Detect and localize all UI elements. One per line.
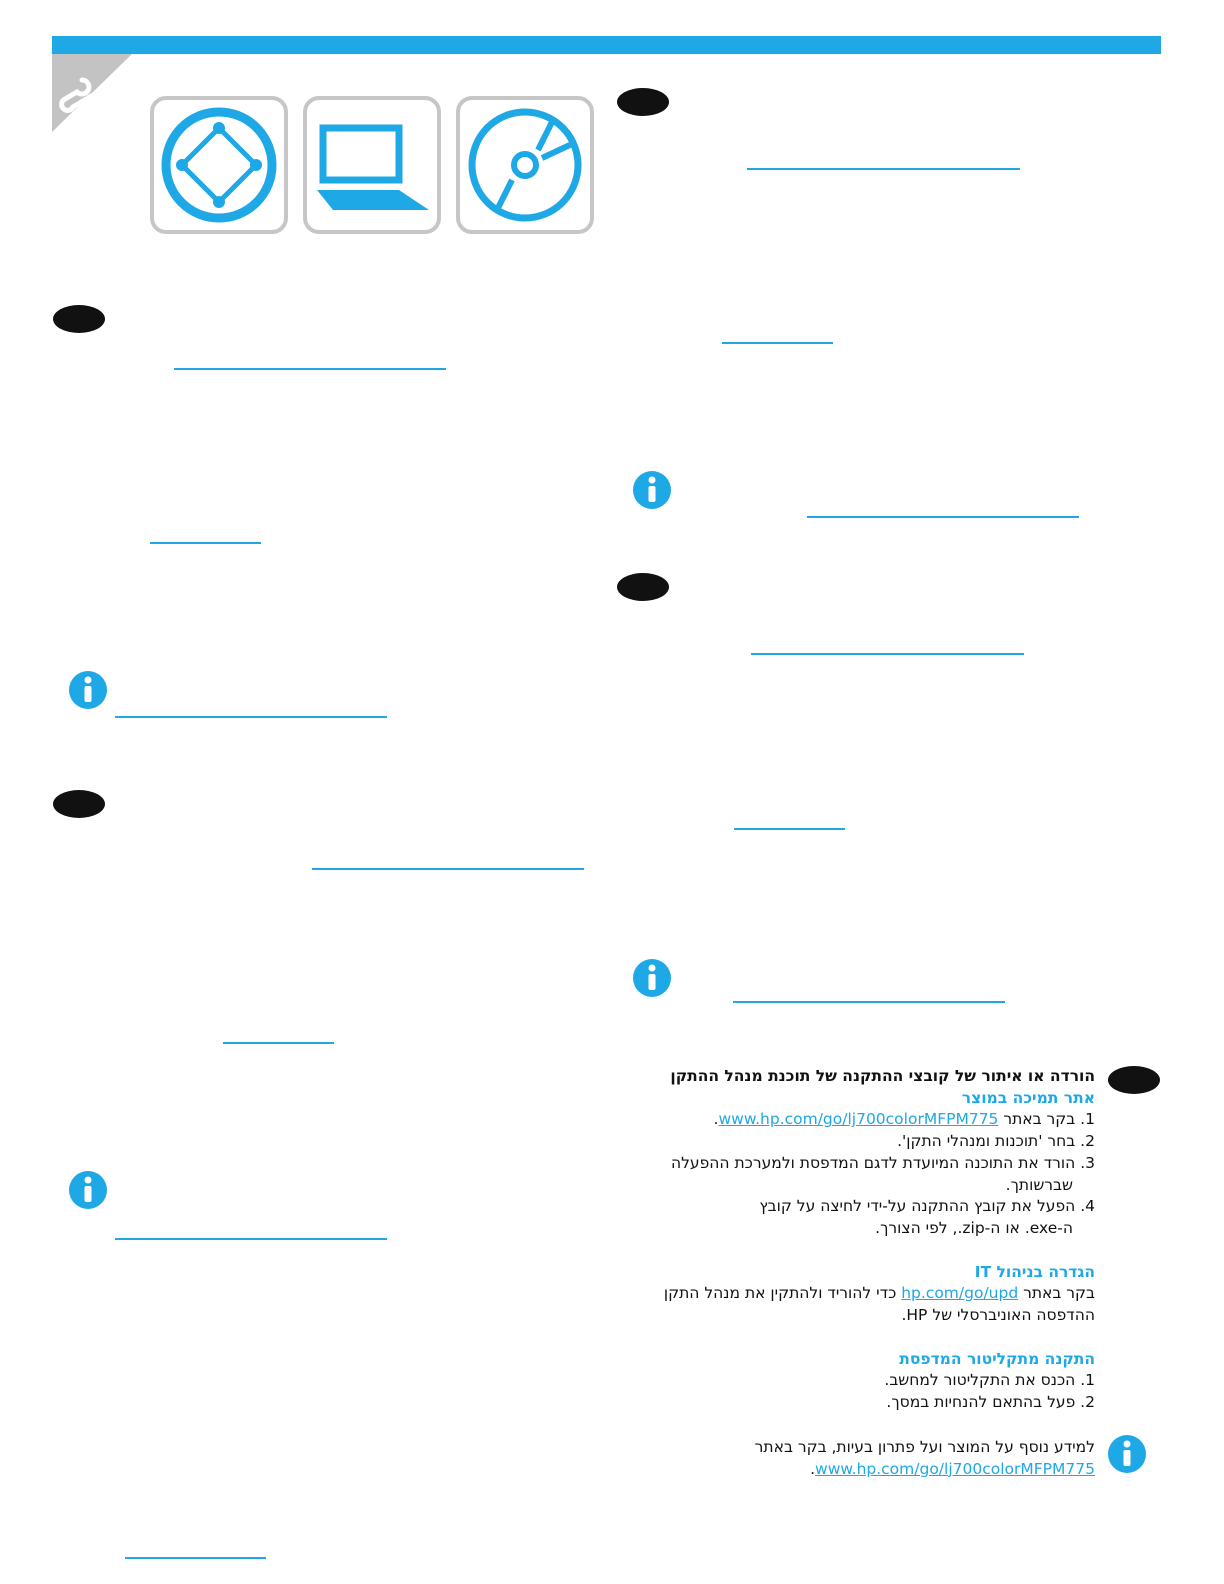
info-note [675, 1437, 1095, 1480]
upd-link[interactable]: hp.com/go/upd [901, 1284, 1019, 1303]
cd-step-2: 2. פעל בהתאם להנחיות במסך. [886, 1393, 1095, 1412]
step-4: 4. הפעל את קובץ ההתקנה על-ידי לחיצה על קובץ [759, 1197, 1095, 1216]
network-globe-icon [154, 100, 284, 230]
link-underline[interactable] [751, 653, 1024, 655]
link-underline[interactable] [807, 516, 1079, 518]
cd-install-tile [456, 96, 594, 234]
step-2: 2. בחר 'תוכנות ומנהלי התקן'. [897, 1132, 1095, 1151]
info-icon [632, 470, 672, 510]
step-4-continued: ה-exe. או ה-zip., לפי הצורך. [875, 1218, 1073, 1237]
section-marker [617, 88, 669, 116]
cd-install-heading: התקנה מתקליטור המדפסת [899, 1349, 1095, 1368]
info-note-link[interactable]: www.hp.com/go/lj700colorMFPM775 [815, 1459, 1095, 1478]
usb-install-tile [303, 96, 441, 234]
link-underline[interactable] [115, 716, 387, 718]
network-install-tile [150, 96, 288, 234]
link-underline[interactable] [223, 1042, 334, 1044]
cd-disc-icon [460, 100, 590, 230]
top-accent-bar [52, 36, 1161, 54]
it-managed-heading: הגדרה בניהול IT [974, 1262, 1095, 1281]
section-marker [53, 305, 105, 333]
info-note-link-line: www.hp.com/go/lj700colorMFPM775. [810, 1459, 1095, 1478]
driver-section [575, 1066, 1095, 1414]
step-3-continued: שברשותך. [1005, 1175, 1073, 1194]
link-underline[interactable] [174, 368, 446, 370]
section-marker [617, 573, 669, 601]
cd-step-1: 1. הכנס את התקליטור למחשב. [884, 1371, 1095, 1390]
it-managed-line-2: ההדפסה האוניברסלי של HP. [901, 1306, 1095, 1325]
link-underline[interactable] [115, 1238, 387, 1240]
link-underline[interactable] [312, 868, 584, 870]
hanger-icon [52, 54, 132, 132]
link-underline[interactable] [125, 1557, 266, 1559]
info-icon [1107, 1434, 1147, 1474]
info-icon [68, 670, 108, 710]
step-3: 3. הורד את התוכנה המיועדת לדגם המדפסת ולמערכת ההפעלה [670, 1153, 1095, 1172]
info-note-text: למידע נוסף על המוצר ועל פתרון בעיות, בקר באתר [754, 1438, 1095, 1456]
section-marker [53, 790, 105, 818]
product-support-link[interactable]: www.hp.com/go/lj700colorMFPM775 [718, 1110, 999, 1129]
link-underline[interactable] [747, 168, 1020, 170]
driver-section-title: הורדה או איתור של קובצי ההתקנה של תוכנת מנהל ההתקן [670, 1067, 1095, 1085]
link-underline[interactable] [734, 828, 845, 830]
section-marker [1108, 1066, 1160, 1094]
info-icon [68, 1170, 108, 1210]
link-underline[interactable] [722, 342, 833, 344]
link-underline[interactable] [150, 542, 261, 544]
step-1: 1. בקר באתר www.hp.com/go/lj700colorMFPM775. [713, 1110, 1095, 1129]
info-icon [632, 958, 672, 998]
link-underline[interactable] [733, 1001, 1005, 1003]
laptop-icon [307, 100, 437, 230]
product-support-heading: אתר תמיכה במוצר [961, 1088, 1095, 1107]
it-managed-line: בקר באתר hp.com/go/upd כדי להוריד ולהתקין את מנהל התקן [663, 1284, 1095, 1303]
